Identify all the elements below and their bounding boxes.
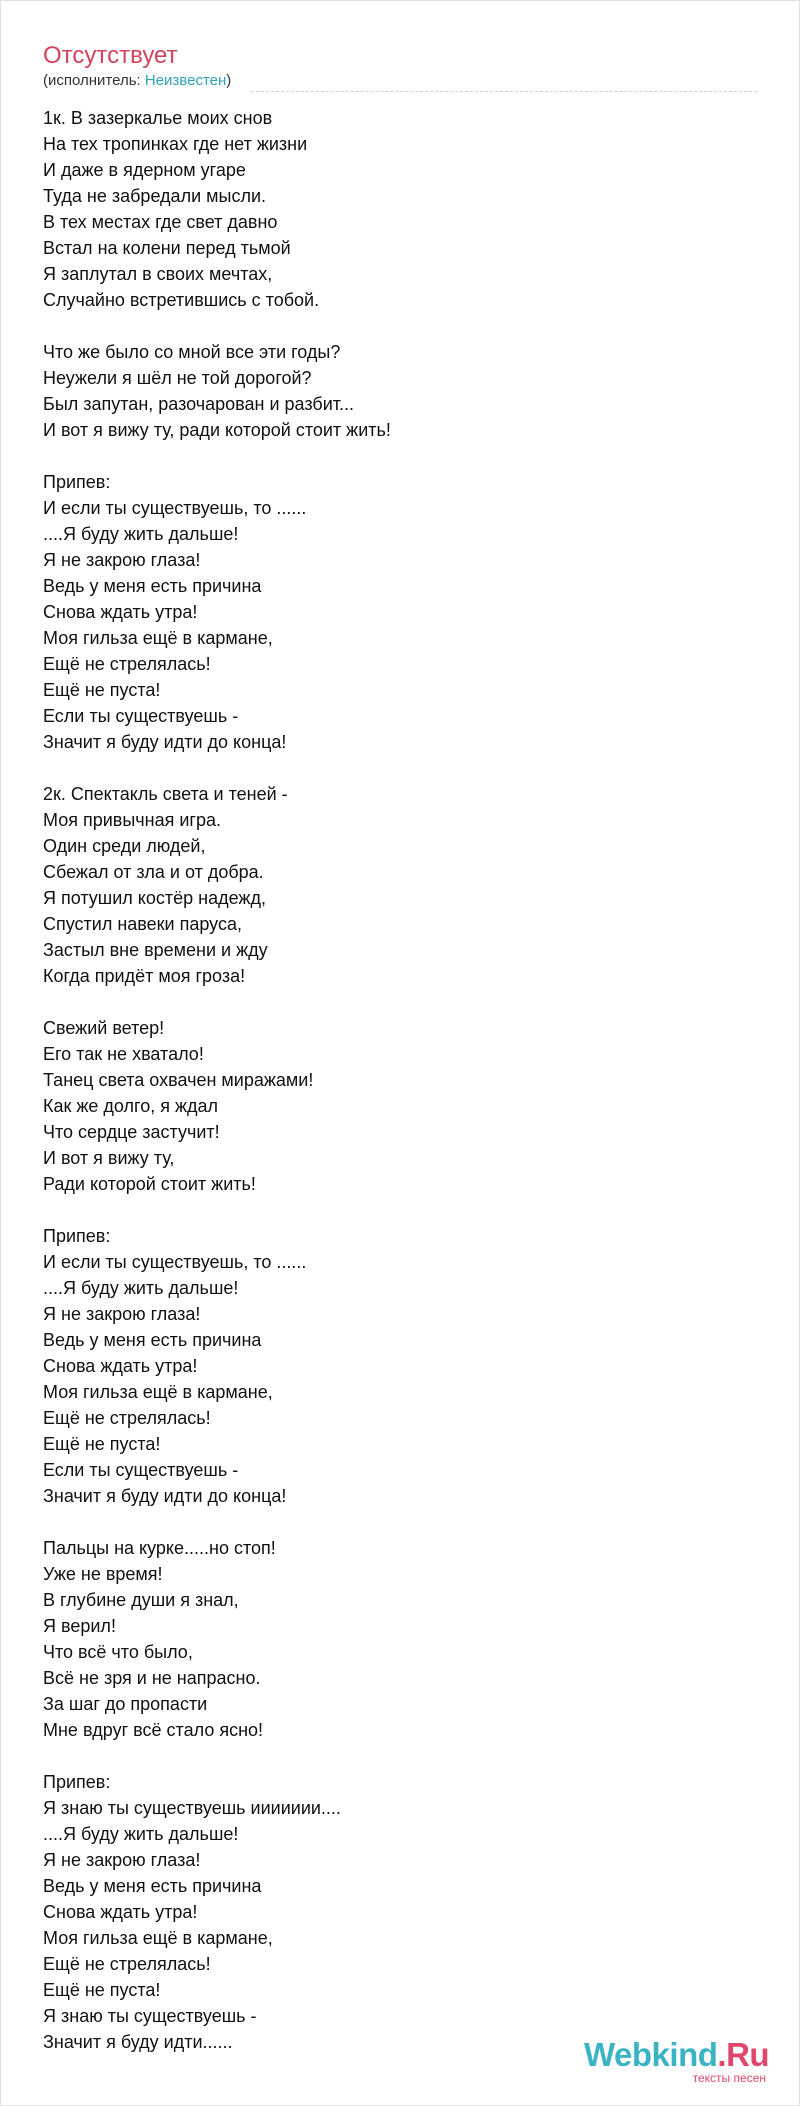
lyric-line: ....Я буду жить дальше! <box>43 524 239 544</box>
lyric-line: Туда не забредали мысли. <box>43 186 266 206</box>
song-title: Отсутствует <box>43 42 178 69</box>
lyric-line: Как же долго, я ждал <box>43 1096 219 1116</box>
lyric-line: Сбежал от зла и от добра. <box>43 862 264 882</box>
lyric-line: Моя привычная игра. <box>43 810 221 830</box>
lyric-line: Ещё не пуста! <box>43 680 161 700</box>
stanza-gap <box>43 755 743 781</box>
lyric-line: Припев: <box>43 472 111 492</box>
lyric-line: Значит я буду идти...... <box>43 2032 233 2052</box>
lyric-line: Ведь у меня есть причина <box>43 1330 262 1350</box>
lyrics-text <box>43 105 743 2055</box>
stanza-gap <box>43 313 743 339</box>
lyric-line: Мне вдруг всё стало ясно! <box>43 1720 264 1740</box>
lyric-line: Я знаю ты существуешь - <box>43 2006 257 2026</box>
lyric-line: Застыл вне времени и жду <box>43 940 268 960</box>
logo-dot: . <box>717 2036 727 2073</box>
lyric-line: В тех местах где свет давно <box>43 212 278 232</box>
site-logo[interactable] <box>584 2035 774 2089</box>
lyric-line: Я не закрою глаза! <box>43 1304 201 1324</box>
lyric-line: Ещё не пуста! <box>43 1980 161 2000</box>
lyric-line: Встал на колени перед тьмой <box>43 238 291 258</box>
lyric-line: 2к. Спектакль света и теней - <box>43 784 288 804</box>
lyric-line: Снова ждать утра! <box>43 1356 198 1376</box>
lyric-line: За шаг до пропасти <box>43 1694 208 1714</box>
lyric-line: На тех тропинках где нет жизни <box>43 134 308 154</box>
lyric-line: Уже не время! <box>43 1564 163 1584</box>
artist-prefix: (исполнитель: <box>43 72 145 89</box>
lyric-line: Моя гильза ещё в кармане, <box>43 1928 273 1948</box>
lyric-line: Что же было со мной все эти годы? <box>43 342 341 362</box>
lyric-line: Всё не зря и не напрасно. <box>43 1668 261 1688</box>
lyric-line: Я верил! <box>43 1616 116 1636</box>
lyric-line: ....Я буду жить дальше! <box>43 1278 239 1298</box>
lyric-line: Когда придёт моя гроза! <box>43 966 246 986</box>
lyric-line: Значит я буду идти до конца! <box>43 1486 287 1506</box>
stanza-gap <box>43 1197 743 1223</box>
lyric-line: Ещё не стрелялась! <box>43 654 211 674</box>
lyric-line: Ещё не стрелялась! <box>43 1408 211 1428</box>
stanza-gap <box>43 443 743 469</box>
lyric-line: И если ты существуешь, то ...... <box>43 1252 307 1272</box>
stanza-gap <box>43 1509 743 1535</box>
logo-name: Webkind <box>584 2036 718 2073</box>
lyric-line: В глубине души я знал, <box>43 1590 239 1610</box>
lyric-line: 1к. В зазеркалье моих снов <box>43 108 273 128</box>
lyric-line: Свежий ветер! <box>43 1018 165 1038</box>
lyric-line: Я не закрою глаза! <box>43 1850 201 1870</box>
lyric-line: Спустил навеки паруса, <box>43 914 242 934</box>
lyric-line: И вот я вижу ту, ради которой стоит жить! <box>43 420 391 440</box>
lyric-line: Я потушил костёр надежд, <box>43 888 266 908</box>
artist-link[interactable]: Неизвестен <box>144 72 227 89</box>
artist-line <box>43 71 231 91</box>
lyric-line: Был запутан, разочарован и разбит... <box>43 394 355 414</box>
lyric-line: Если ты существуешь - <box>43 1460 239 1480</box>
lyric-line: И если ты существуешь, то ...... <box>43 498 307 518</box>
logo-tld: Ru <box>726 2036 770 2073</box>
lyric-line: Один среди людей, <box>43 836 206 856</box>
lyric-line: Я заплутал в своих мечтах, <box>43 264 273 284</box>
lyric-line: Снова ждать утра! <box>43 1902 198 1922</box>
lyric-line: Снова ждать утра! <box>43 602 198 622</box>
artist-suffix: ) <box>226 72 232 89</box>
logo-tagline: тексты песен <box>692 2071 766 2085</box>
stanza-gap <box>43 1743 743 1769</box>
header-divider <box>251 91 757 92</box>
lyric-line: Я знаю ты существуешь иииииии.... <box>43 1798 341 1818</box>
lyric-line: ....Я буду жить дальше! <box>43 1824 239 1844</box>
lyric-line: Значит я буду идти до конца! <box>43 732 287 752</box>
lyric-line: Моя гильза ещё в кармане, <box>43 1382 273 1402</box>
lyric-line: Ведь у меня есть причина <box>43 1876 262 1896</box>
lyric-line: Ведь у меня есть причина <box>43 576 262 596</box>
lyric-line: Ради которой стоит жить! <box>43 1174 256 1194</box>
logo-wordmark <box>584 2035 769 2075</box>
lyric-line: Его так не хватало! <box>43 1044 204 1064</box>
lyric-line: Пальцы на курке.....но стоп! <box>43 1538 276 1558</box>
lyric-line: Что всё что было, <box>43 1642 193 1662</box>
lyric-line: Неужели я шёл не той дорогой? <box>43 368 312 388</box>
lyric-line: Случайно встретившись с тобой. <box>43 290 320 310</box>
stanza-gap <box>43 989 743 1015</box>
lyric-line: И даже в ядерном угаре <box>43 160 246 180</box>
lyric-line: Танец света охвачен миражами! <box>43 1070 314 1090</box>
lyric-line: Припев: <box>43 1772 111 1792</box>
lyric-line: Если ты существуешь - <box>43 706 239 726</box>
lyric-line: Я не закрою глаза! <box>43 550 201 570</box>
lyric-line: Припев: <box>43 1226 111 1246</box>
lyric-line: И вот я вижу ту, <box>43 1148 175 1168</box>
lyric-line: Что сердце застучит! <box>43 1122 220 1142</box>
lyric-line: Моя гильза ещё в кармане, <box>43 628 273 648</box>
lyric-line: Ещё не стрелялась! <box>43 1954 211 1974</box>
lyric-line: Ещё не пуста! <box>43 1434 161 1454</box>
